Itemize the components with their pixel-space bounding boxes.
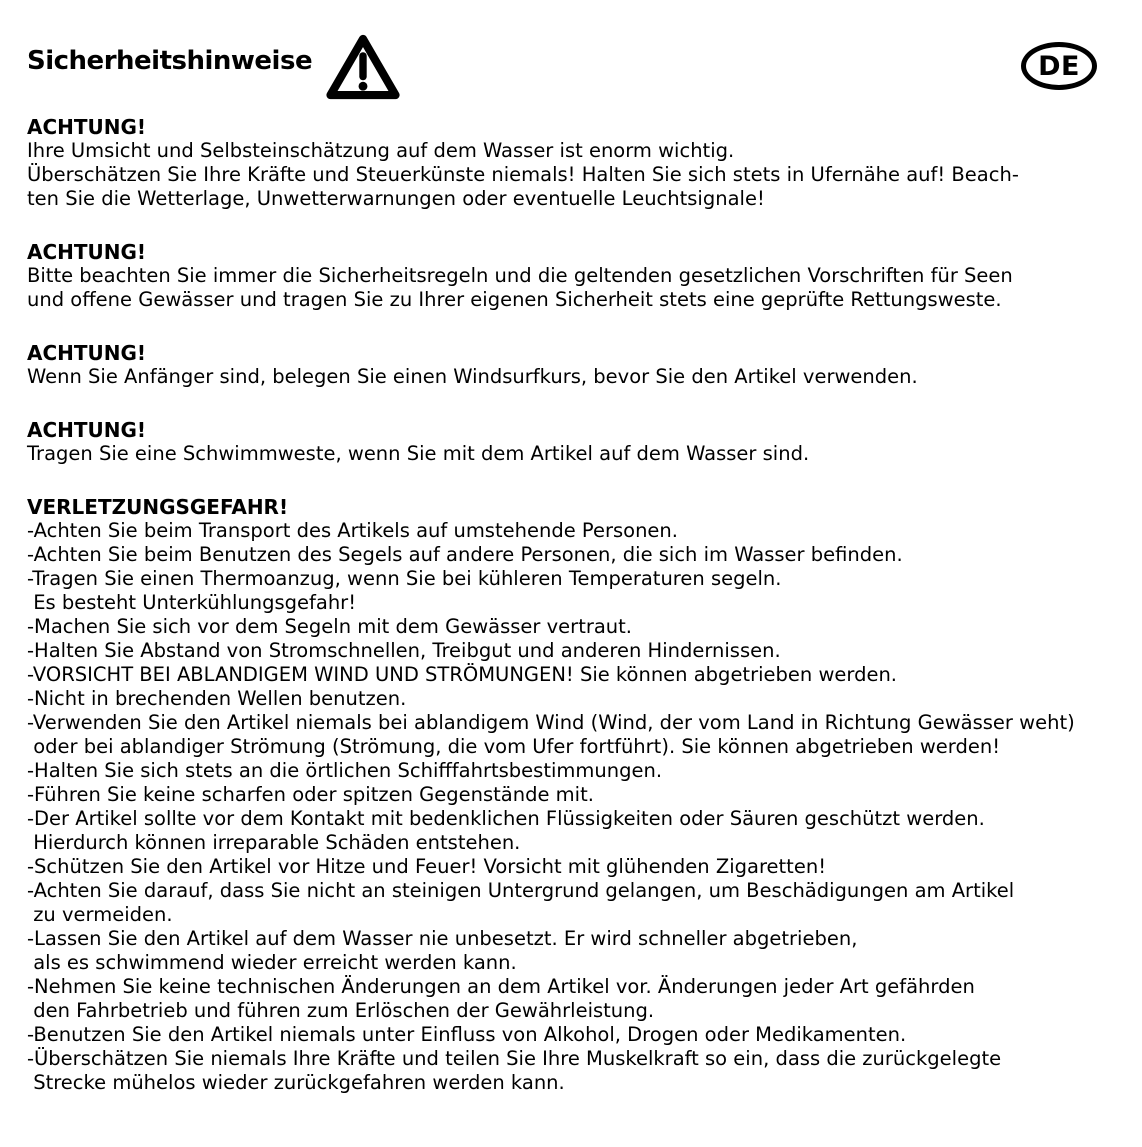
warning-section (27, 495, 1124, 1095)
text-line: -Führen Sie keine scharfen oder spitzen Gegenstände mit. (27, 783, 594, 806)
section-lines (27, 365, 1124, 389)
content (27, 115, 1124, 1095)
warning-section (27, 418, 1124, 466)
warning-triangle-icon (326, 33, 400, 101)
text-line: -Nicht in brechenden Wellen benutzen. (27, 687, 407, 710)
text-line: den Fahrbetrieb und führen zum Erlöschen der Gewährleistung. (27, 999, 655, 1022)
text-line: -Lassen Sie den Artikel auf dem Wasser nie unbesetzt. Er wird schneller abgetrieben, (27, 927, 858, 950)
text-line: -Der Artikel sollte vor dem Kontakt mit bedenklichen Flüssigkeiten oder Säuren geschützt werden. (27, 807, 985, 830)
section-heading: ACHTUNG! (27, 418, 147, 442)
section-heading: VERLETZUNGSGEFAHR! (27, 495, 289, 519)
page-title: Sicherheitshinweise (27, 46, 313, 76)
text-line: -Schützen Sie den Artikel vor Hitze und Feuer! Vorsicht mit glühenden Zigaretten! (27, 855, 827, 878)
section-heading: ACHTUNG! (27, 115, 147, 139)
text-line: -Tragen Sie einen Thermoanzug, wenn Sie bei kühleren Temperaturen segeln. (27, 567, 782, 590)
text-line: als es schwimmend wieder erreicht werden kann. (27, 951, 517, 974)
text-line: -Achten Sie beim Benutzen des Segels auf andere Personen, die sich im Wasser befinden. (27, 543, 903, 566)
text-line: -Machen Sie sich vor dem Segeln mit dem Gewässer vertraut. (27, 615, 633, 638)
text-line: -Achten Sie darauf, dass Sie nicht an steinigen Untergrund gelangen, um Beschädigungen am Artikel (27, 879, 1015, 902)
text-line: -Halten Sie sich stets an die örtlichen Schifffahrtsbestimmungen. (27, 759, 663, 782)
section-lines (27, 264, 1124, 312)
language-badge-label: DE (1038, 50, 1080, 82)
warning-section (27, 240, 1124, 312)
text-line: zu vermeiden. (27, 903, 173, 926)
text-line: Es besteht Unterkühlungsgefahr! (27, 591, 357, 614)
text-line: oder bei ablandiger Strömung (Strömung, die vom Ufer fortführt). Sie können abgetrieben werden! (27, 735, 1001, 758)
text-line: -Verwenden Sie den Artikel niemals bei ablandigem Wind (Wind, der vom Land in Richtung Gewässer weht) (27, 711, 1075, 734)
document-header (27, 33, 1124, 99)
section-heading: ACHTUNG! (27, 240, 147, 264)
text-line: -Achten Sie beim Transport des Artikels auf umstehende Personen. (27, 519, 678, 542)
title-row (27, 33, 1124, 99)
text-line: Tragen Sie eine Schwimmweste, wenn Sie mit dem Artikel auf dem Wasser sind. (27, 442, 810, 465)
section-heading: ACHTUNG! (27, 341, 147, 365)
text-line: Strecke mühelos wieder zurückgefahren werden kann. (27, 1071, 565, 1094)
text-line: Überschätzen Sie Ihre Kräfte und Steuerkünste niemals! Halten Sie sich stets in Ufernähe auf! Beach- (27, 163, 1019, 186)
section-lines (27, 519, 1124, 1095)
text-line: Hierdurch können irreparable Schäden entstehen. (27, 831, 521, 854)
text-line: -Überschätzen Sie niemals Ihre Kräfte und teilen Sie Ihre Muskelkraft so ein, dass die zurückgelegte (27, 1047, 1002, 1070)
warning-section (27, 115, 1124, 211)
language-badge (1021, 42, 1097, 90)
text-line: -Benutzen Sie den Artikel niemals unter Einfluss von Alkohol, Drogen oder Medikamenten. (27, 1023, 907, 1046)
text-line: ten Sie die Wetterlage, Unwetterwarnungen oder eventuelle Leuchtsignale! (27, 187, 765, 210)
text-line: -Halten Sie Abstand von Stromschnellen, Treibgut und anderen Hindernissen. (27, 639, 781, 662)
text-line: Wenn Sie Anfänger sind, belegen Sie einen Windsurfkurs, bevor Sie den Artikel verwenden. (27, 365, 918, 388)
section-lines (27, 442, 1124, 466)
text-line: -VORSICHT BEI ABLANDIGEM WIND UND STRÖMUNGEN! Sie können abgetrieben werden. (27, 663, 897, 686)
text-line: Bitte beachten Sie immer die Sicherheitsregeln und die geltenden gesetzlichen Vorschriften für Seen (27, 264, 1013, 287)
warning-section (27, 341, 1124, 389)
text-line: -Nehmen Sie keine technischen Änderungen an dem Artikel vor. Änderungen jeder Art gefährden (27, 975, 975, 998)
text-line: und offene Gewässer und tragen Sie zu Ihrer eigenen Sicherheit stets eine geprüfte Rettungsweste. (27, 288, 1002, 311)
section-lines (27, 139, 1124, 211)
text-line: Ihre Umsicht und Selbsteinschätzung auf dem Wasser ist enorm wichtig. (27, 139, 735, 162)
